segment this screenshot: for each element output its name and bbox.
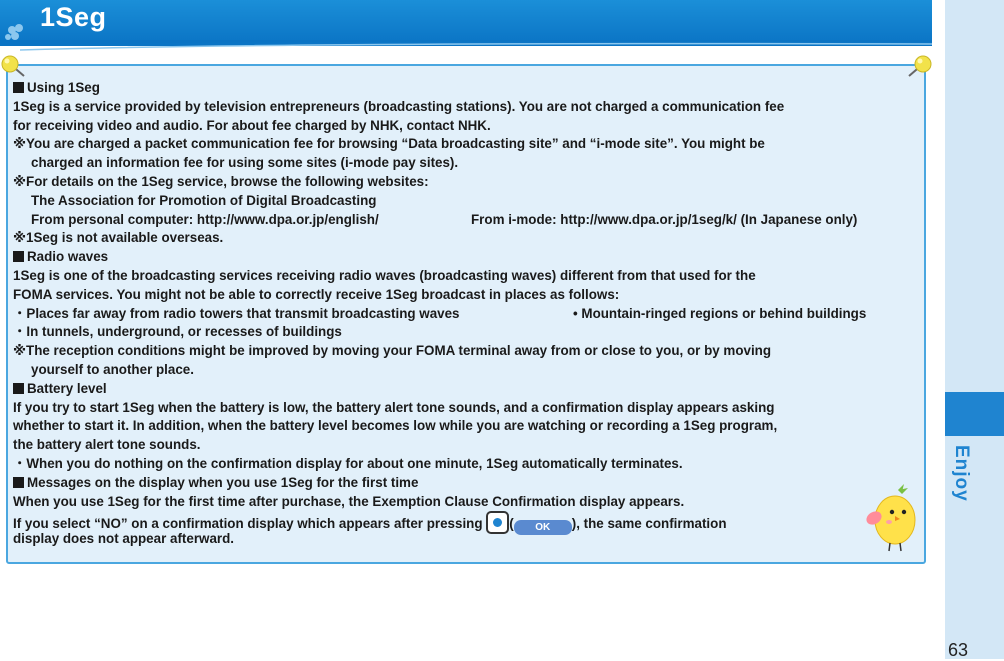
bullet-item: • Mountain-ringed regions or behind buildings	[573, 305, 867, 321]
section-heading: Using 1Seg	[13, 79, 925, 98]
bullet-item: ・Places far away from radio towers that transmit broadcasting waves	[13, 305, 460, 321]
paragraph-line: the battery alert tone sounds.	[13, 437, 201, 453]
section-heading: Battery level	[13, 380, 925, 399]
section-heading: Messages on the display when you use 1Seg for the first time	[13, 474, 925, 493]
bullet-item: ・When you do nothing on the confirmation display for about one minute, 1Seg automatically terminates.	[13, 455, 683, 471]
paragraph-line: When you use 1Seg for the first time after purchase, the Exemption Clause Confirmation display appears.	[13, 493, 685, 509]
paragraph-line: whether to start it. In addition, when the battery level becomes low while you are watching or recording a 1Seg program,	[13, 418, 778, 434]
section-label: Enjoy	[951, 445, 972, 502]
paragraph-line: display does not appear afterward.	[13, 531, 235, 547]
pushpin-icon	[903, 54, 933, 82]
pc-url-text: From personal computer: http://www.dpa.or.jp/english/	[31, 211, 379, 227]
clover-icon	[4, 22, 30, 46]
note-line: ※The reception conditions might be improved by moving your FOMA terminal away from or close to you, or by moving	[13, 343, 772, 359]
imode-url-text: From i-mode: http://www.dpa.or.jp/1seg/k/ (In Japanese only)	[471, 211, 858, 227]
note-line: The Association for Promotion of Digital Broadcasting	[31, 192, 377, 208]
paragraph-line: for receiving video and audio. For about fee charged by NHK, contact NHK.	[13, 117, 491, 133]
square-bullet-icon	[13, 383, 24, 394]
square-bullet-icon	[13, 251, 24, 262]
chick-mascot-icon	[862, 484, 922, 556]
paragraph-line: If you select “NO” on a confirmation display which appears after pressing ( OK ), the same confirmation	[13, 511, 925, 530]
center-key-icon	[486, 511, 509, 534]
bullet-row	[13, 305, 925, 324]
bullet-item: ・In tunnels, underground, or recesses of buildings	[13, 324, 342, 340]
ok-key-icon: OK	[514, 520, 572, 535]
square-bullet-icon	[13, 477, 24, 488]
square-bullet-icon	[13, 82, 24, 93]
paragraph-line: FOMA services. You might not be able to correctly receive 1Seg broadcast in places as follows:	[13, 286, 620, 302]
url-row	[13, 211, 925, 230]
page-number: 63	[948, 640, 969, 660]
paragraph-line: 1Seg is a service provided by television entrepreneurs (broadcasting stations). You are not charged a communication fee	[13, 98, 785, 114]
note-line: charged an information fee for using some sites (i-mode pay sites).	[31, 155, 459, 171]
paragraph-line: If you try to start 1Seg when the battery is low, the battery alert tone sounds, and a confirmation display appears asking	[13, 399, 775, 415]
note-line: ※You are charged a packet communication fee for browsing “Data broadcasting site” and “i-mode site”. You might be	[13, 136, 765, 152]
note-line: ※1Seg is not available overseas.	[13, 230, 224, 246]
section-tab	[945, 392, 1004, 436]
note-line: yourself to another place.	[31, 361, 194, 377]
body-text	[13, 79, 925, 549]
header-divider	[0, 40, 932, 54]
side-rail	[945, 0, 1004, 659]
note-line: ※For details on the 1Seg service, browse the following websites:	[13, 173, 429, 189]
paragraph-line: 1Seg is one of the broadcasting services receiving radio waves (broadcasting waves) different from that used for the	[13, 267, 756, 283]
section-heading: Radio waves	[13, 248, 925, 267]
pushpin-icon	[0, 54, 30, 82]
page-title: 1Seg	[40, 2, 107, 32]
